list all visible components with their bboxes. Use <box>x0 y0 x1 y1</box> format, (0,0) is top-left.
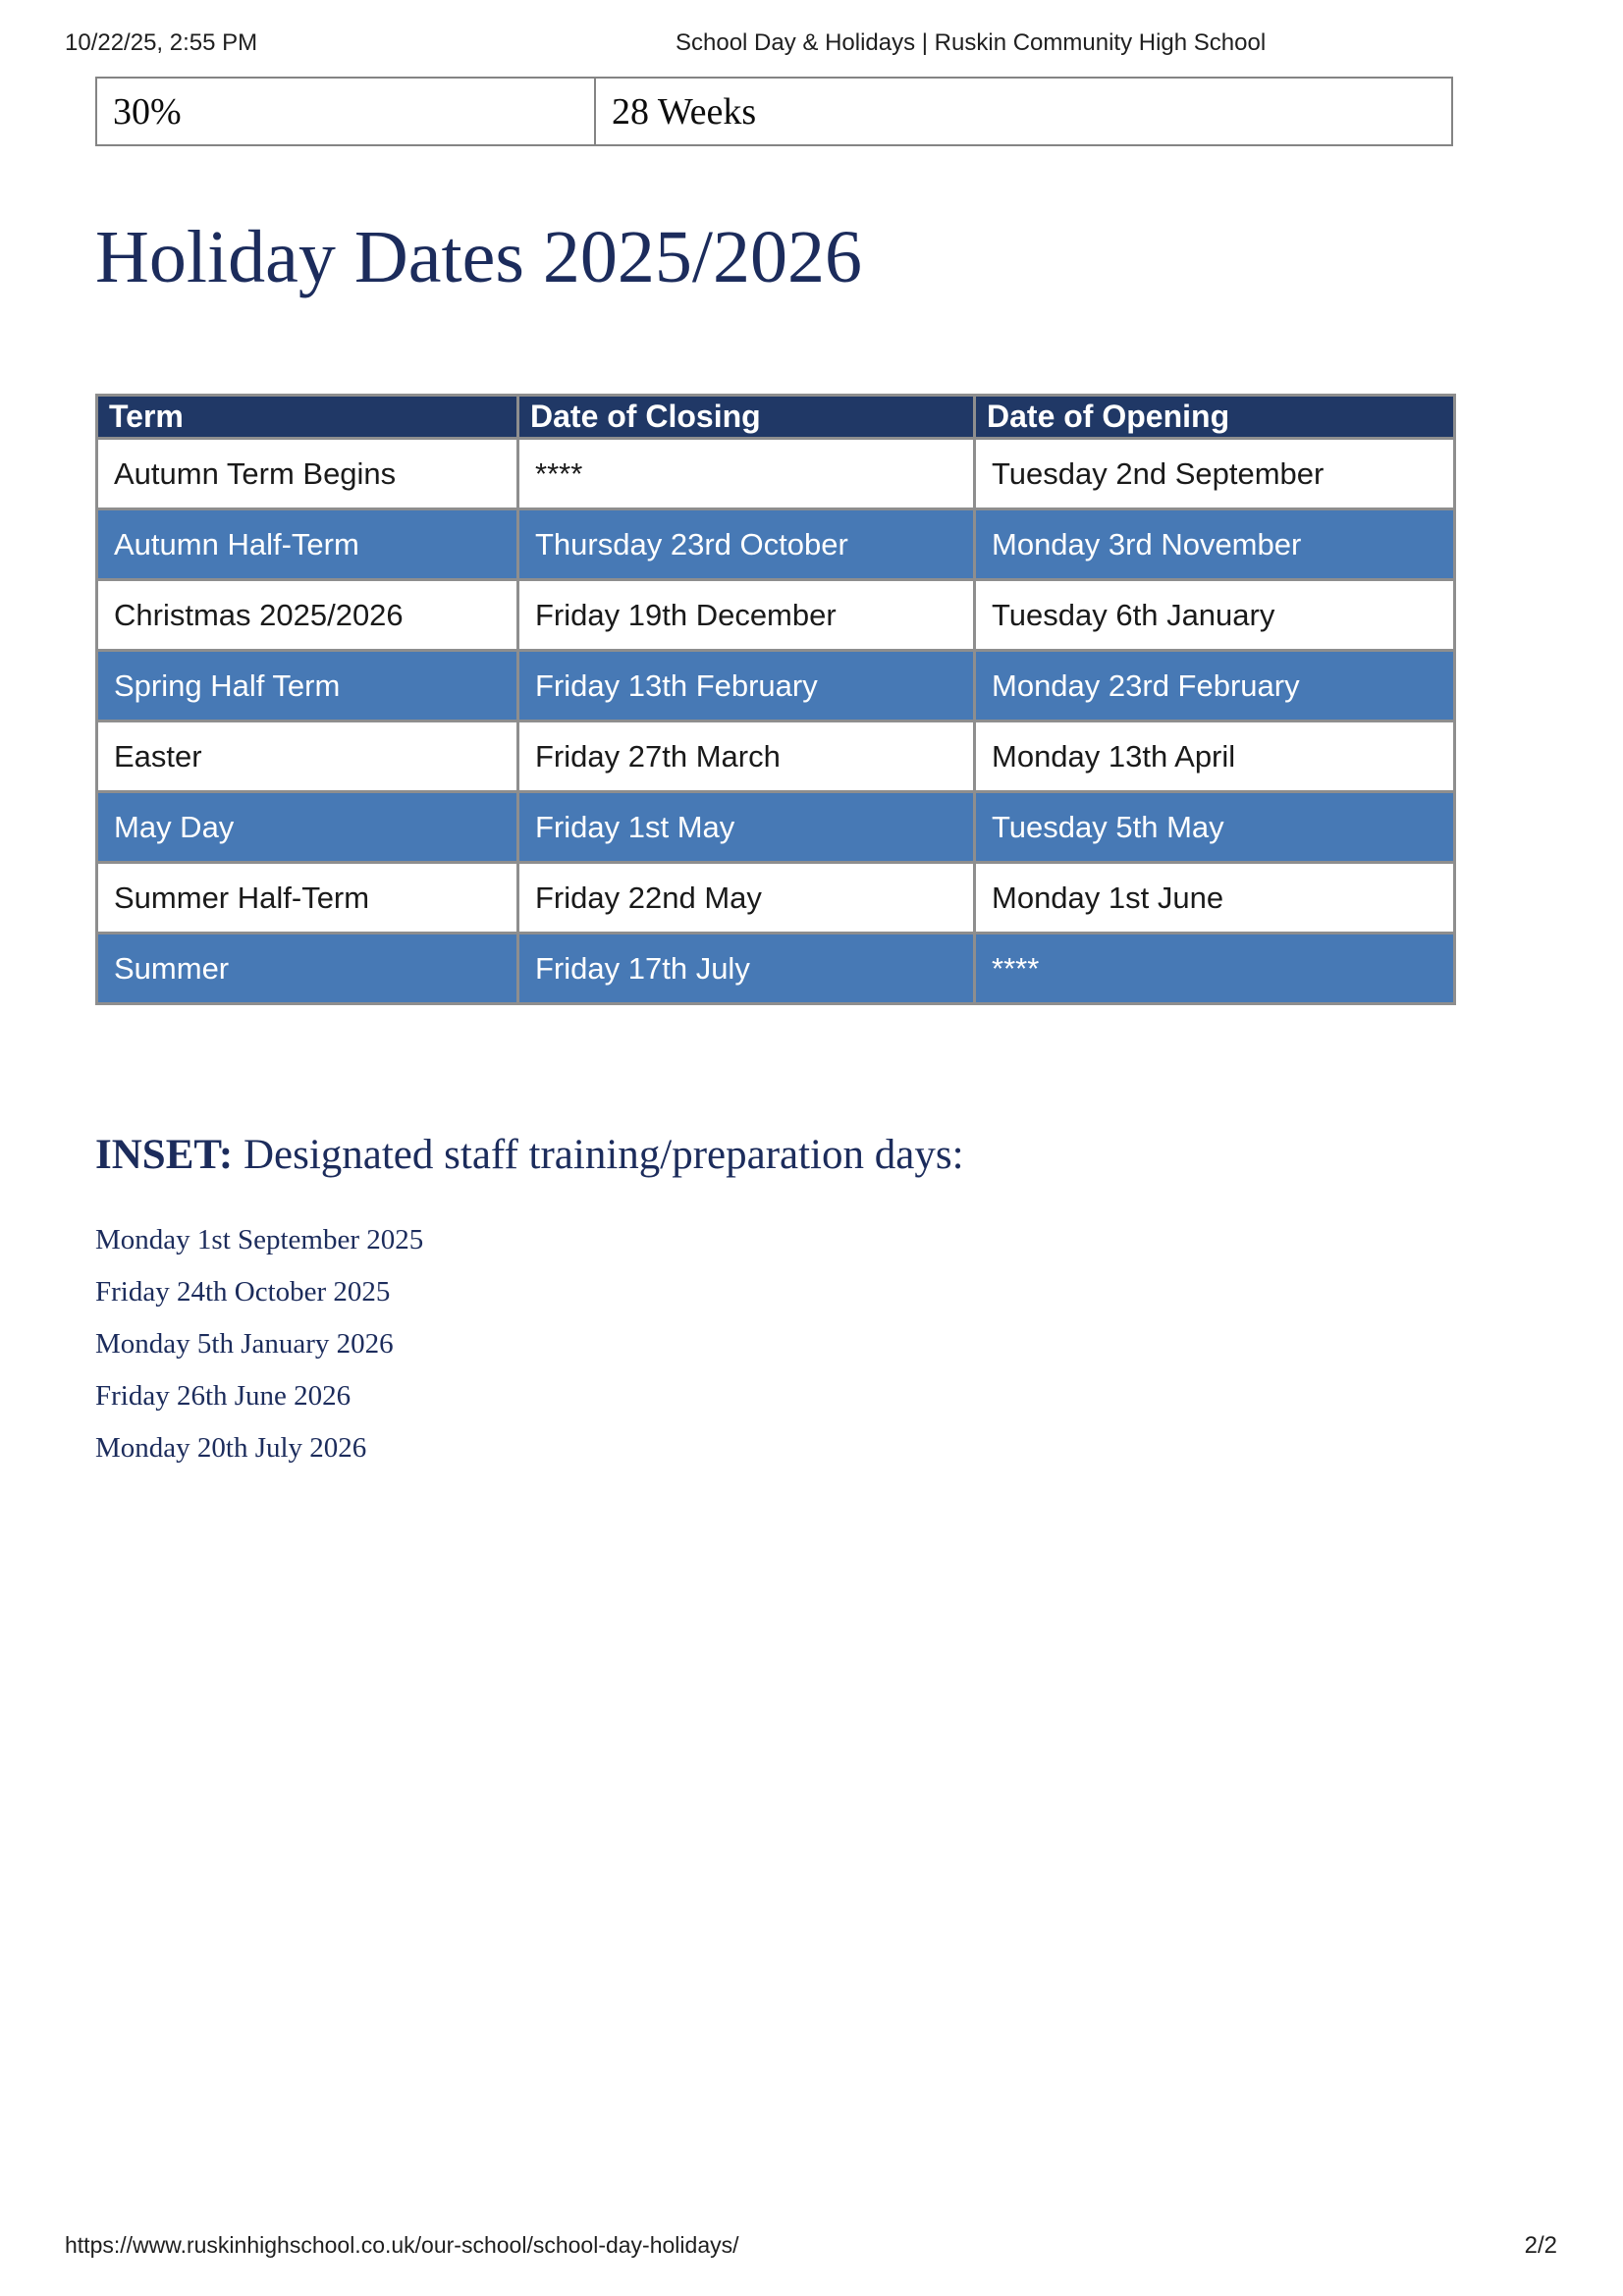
term-cell: Autumn Half-Term <box>97 509 518 580</box>
page-title: Holiday Dates 2025/2026 <box>95 216 863 298</box>
print-footer-url: https://www.ruskinhighschool.co.uk/our-school/school-day-holidays/ <box>65 2232 739 2258</box>
attendance-perccritical-cell: 30% <box>96 78 595 145</box>
opening-cell: Tuesday 6th January <box>975 580 1455 651</box>
term-cell: Christmas 2025/2026 <box>97 580 518 651</box>
table-row-may-day <box>97 792 1455 863</box>
column-header-date-of-closing: Date of Closing <box>518 396 975 439</box>
inset-day-item: Friday 24th October 2025 <box>95 1276 391 1308</box>
column-header-term: Term <box>97 396 518 439</box>
closing-cell: Friday 13th February <box>518 651 975 721</box>
inset-day-item: Monday 20th July 2026 <box>95 1432 367 1464</box>
inset-day-item: Monday 1st September 2025 <box>95 1224 424 1255</box>
weeks-cell: 28 Weeks <box>595 78 1452 145</box>
table-row <box>96 78 1452 145</box>
opening-cell: **** <box>975 934 1455 1004</box>
closing-cell: Friday 27th March <box>518 721 975 792</box>
inset-label: INSET: <box>95 1132 234 1178</box>
closing-cell: Friday 17th July <box>518 934 975 1004</box>
term-cell: May Day <box>97 792 518 863</box>
closing-cell: **** <box>518 439 975 509</box>
column-header-date-of-opening: Date of Opening <box>975 396 1455 439</box>
opening-cell: Tuesday 2nd September <box>975 439 1455 509</box>
inset-description: Designated staff training/preparation days: <box>233 1132 964 1178</box>
table-row-summer <box>97 934 1455 1004</box>
table-row-autumn-half-term <box>97 509 1455 580</box>
inset-day-item: Monday 5th January 2026 <box>95 1328 394 1360</box>
holiday-dates-table <box>95 394 1456 1005</box>
table-row-christmas <box>97 580 1455 651</box>
print-header-doc-title: School Day & Holidays | Ruskin Community High School <box>676 29 1267 56</box>
closing-cell: Friday 19th December <box>518 580 975 651</box>
school-day-table-fragment <box>95 77 1453 146</box>
closing-cell: Friday 22nd May <box>518 863 975 934</box>
table-row-autumn-term-begins <box>97 439 1455 509</box>
term-cell: Summer Half-Term <box>97 863 518 934</box>
opening-cell: Tuesday 5th May <box>975 792 1455 863</box>
closing-cell: Thursday 23rd October <box>518 509 975 580</box>
table-row-spring-half-term <box>97 651 1455 721</box>
term-cell: Spring Half Term <box>97 651 518 721</box>
opening-cell: Monday 13th April <box>975 721 1455 792</box>
opening-cell: Monday 1st June <box>975 863 1455 934</box>
inset-days-list <box>95 1220 423 1480</box>
opening-cell: Monday 3rd November <box>975 509 1455 580</box>
term-cell: Easter <box>97 721 518 792</box>
term-cell: Autumn Term Begins <box>97 439 518 509</box>
opening-cell: Monday 23rd February <box>975 651 1455 721</box>
print-footer-page-number: 2/2 <box>1524 2232 1557 2259</box>
print-header-datetime: 10/22/25, 2:55 PM <box>65 29 258 56</box>
closing-cell: Friday 1st May <box>518 792 975 863</box>
inset-heading <box>95 1131 964 1179</box>
table-row-summer-half-term <box>97 863 1455 934</box>
table-header-row <box>97 396 1455 439</box>
inset-day-item: Friday 26th June 2026 <box>95 1380 352 1412</box>
table-row-easter <box>97 721 1455 792</box>
term-cell: Summer <box>97 934 518 1004</box>
